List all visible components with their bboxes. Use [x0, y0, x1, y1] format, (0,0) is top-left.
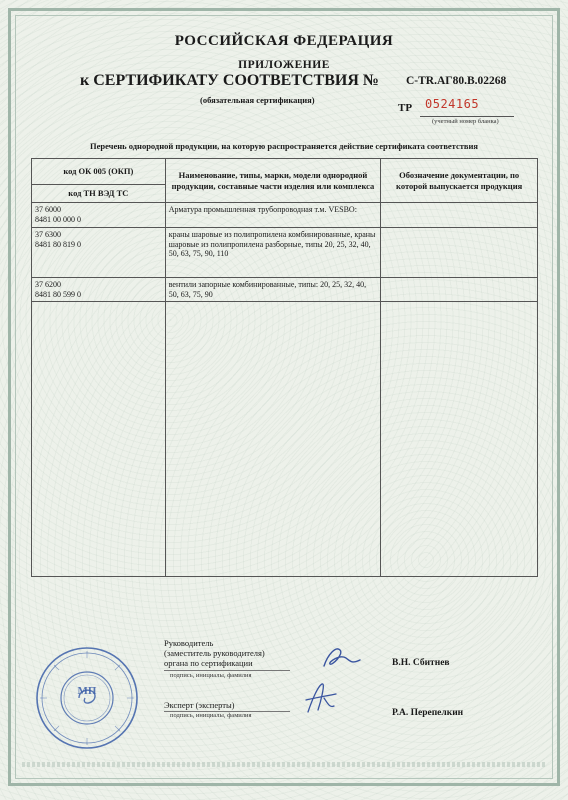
microtext-strip [22, 762, 546, 767]
head-signature-line [164, 670, 290, 671]
col-okp-header: код ОК 005 (ОКП) [32, 159, 166, 185]
head-signature-icon [318, 640, 366, 674]
country-title: РОССИЙСКАЯ ФЕДЕРАЦИЯ [174, 33, 394, 49]
okp-code: 37 6000 [35, 205, 61, 214]
codes-cell [32, 203, 166, 228]
tp-label: ТР [398, 102, 413, 114]
table-row [32, 203, 538, 228]
table-row-empty [32, 302, 538, 577]
product-list-title: Перечень однородной продукции, на которую распространяется действие сертификата соответствия [89, 141, 478, 151]
blank-number-caption: (учетный номер бланка) [432, 118, 499, 125]
head-label-line1: Руководитель [164, 638, 214, 648]
okp-code: 37 6200 [35, 280, 61, 289]
head-signature-label [164, 638, 265, 668]
head-signature-caption: подпись, инициалы, фамилия [170, 672, 252, 679]
tnved-code: 8481 80 599 0 [35, 289, 81, 299]
head-label-line3: органа по сертификации [164, 658, 253, 668]
tnved-code: 8481 00 000 0 [35, 214, 81, 224]
tnved-code: 8481 80 819 0 [35, 239, 81, 249]
doc-cell [381, 203, 538, 228]
blank-number: 0524165 [425, 97, 480, 111]
codes-cell [32, 228, 166, 278]
col-tnved-header: код ТН ВЭД ТС [32, 185, 166, 203]
doc-cell [381, 228, 538, 278]
expert-signature-caption: подпись, инициалы, фамилия [170, 712, 252, 719]
doc-cell [381, 278, 538, 302]
product-description: вентили запорные комбинированные, типы: 20, 25, 32, 40, 50, 63, 75, 90 [165, 278, 381, 302]
okp-code: 37 6300 [35, 230, 61, 239]
product-table [31, 158, 538, 577]
col-doc-header: Обозначение документации, по которой выпускается продукция [381, 159, 538, 203]
stamp-center-text: МП [77, 685, 97, 697]
appendix-title: ПРИЛОЖЕНИЕ [238, 59, 330, 71]
codes-cell [32, 278, 166, 302]
product-description: Арматура промышленная трубопроводная т.м. VESBO: [165, 203, 381, 228]
col-name-header: Наименование, типы, марки, модели однородной продукции, составные части изделия или комплекса [165, 159, 381, 203]
mandatory-note: (обязательная сертификация) [200, 95, 315, 105]
head-name: В.Н. Сбитнев [392, 658, 450, 668]
expert-name: Р.А. Перепелкин [392, 708, 464, 718]
expert-signature-icon [300, 678, 342, 718]
certification-stamp-icon [35, 646, 139, 750]
table-row [32, 228, 538, 278]
certificate-title: к СЕРТИФИКАТУ СООТВЕТСТВИЯ № [80, 72, 379, 89]
product-description: краны шаровые из полипропилена комбинированные, краны шаровые из полипропилена разборные, типы 20, 25, 32, 40, 50, 63, 75, 90, 110 [165, 228, 381, 278]
table-row [32, 278, 538, 302]
certificate-number: С-TR.АГ80.В.02268 [406, 75, 507, 87]
expert-label: Эксперт (эксперты) [164, 700, 235, 710]
blank-number-line [420, 116, 514, 117]
head-label-line2: (заместитель руководителя) [164, 648, 265, 658]
